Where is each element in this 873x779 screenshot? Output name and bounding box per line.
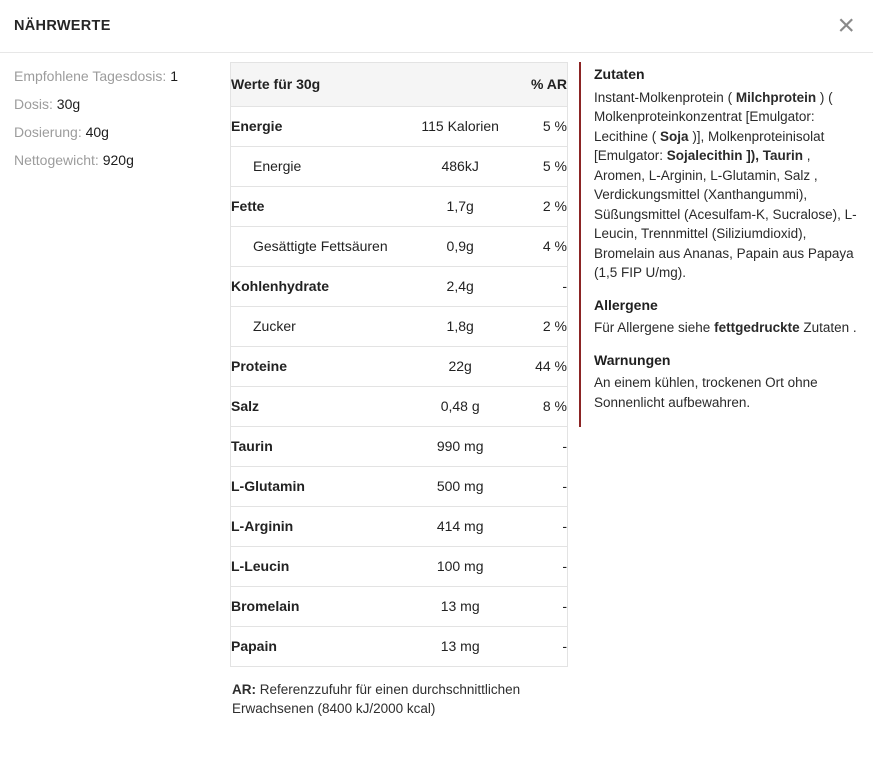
ingredients-panel: [579, 62, 859, 427]
table-row: [231, 427, 568, 467]
nutrient-percent: -: [501, 427, 568, 467]
nutrient-name: Fette: [231, 187, 420, 227]
nutrient-name: Taurin: [231, 427, 420, 467]
table-row: [231, 467, 568, 507]
nutrient-name: L-Leucin: [231, 547, 420, 587]
ingredients-section: [594, 65, 857, 283]
nutrient-percent: 2 %: [501, 307, 568, 347]
section-heading: Zutaten: [594, 66, 645, 82]
nutrient-value: 0,48 g: [419, 387, 501, 427]
info-label: Dosis:: [14, 96, 53, 112]
dosage-info-line: [14, 125, 230, 140]
info-label: Dosierung:: [14, 124, 82, 140]
nutrient-value: 0,9g: [419, 227, 501, 267]
info-value: 920g: [102, 152, 134, 168]
nutrient-percent: -: [501, 547, 568, 587]
nutrient-percent: 5 %: [501, 107, 568, 147]
nutrient-percent: 2 %: [501, 187, 568, 227]
info-label: Nettogewicht:: [14, 152, 99, 168]
dosage-info-line: [14, 97, 230, 112]
section-heading: Allergene: [594, 296, 658, 313]
table-header-values: Werte für 30g: [231, 63, 501, 107]
nutrient-percent: -: [501, 467, 568, 507]
section-text: Instant-Molkenprotein ( Milchprotein ) ( Molkenproteinkonzentrat [Emulgator: Lecithine ( Soja )], Molkenproteinisolat [Emulgator: Sojalecithin ]), Taurin , Aromen, L-Arginin, L-Glutamin, Salz , Verdickungsmittel (Xanthangummi), Süßungsmittel (Acesulfam-K, Sucralose), L-Leucin, Trennmittel (Siliziumdioxid), Bromelain aus Ananas, Papain aus Papaya (1,5 FIP U/mg).: [594, 89, 857, 280]
nutrient-percent: 4 %: [501, 227, 568, 267]
table-header-row: [231, 63, 568, 107]
table-row: [231, 267, 568, 307]
nutrient-value: 115 Kalorien: [419, 107, 501, 147]
nutrient-value: 500 mg: [419, 467, 501, 507]
nutrition-table: [230, 62, 568, 667]
nutrient-value: 990 mg: [419, 427, 501, 467]
nutrient-value: 22g: [419, 347, 501, 387]
nutrient-percent: -: [501, 627, 568, 667]
nutrient-value: 486kJ: [419, 147, 501, 187]
table-row: [231, 507, 568, 547]
close-icon[interactable]: ×: [837, 9, 855, 42]
nutrient-value: 100 mg: [419, 547, 501, 587]
dosage-info-line: [14, 69, 230, 84]
modal-body: [0, 53, 873, 718]
nutrient-percent: -: [501, 267, 568, 307]
nutrient-percent: 8 %: [501, 387, 568, 427]
table-row: [231, 627, 568, 667]
table-row: [231, 107, 568, 147]
nutrient-percent: 5 %: [501, 147, 568, 187]
nutrition-table-panel: [230, 62, 568, 718]
dosage-info-line: [14, 153, 230, 168]
ingredients-section: [594, 351, 857, 413]
ingredients-section: [594, 296, 857, 338]
nutrient-name: Energie: [231, 147, 420, 187]
table-row: [231, 147, 568, 187]
nutrient-value: 13 mg: [419, 587, 501, 627]
page-title: NÄHRWERTE: [14, 18, 111, 34]
table-row: [231, 387, 568, 427]
table-row: [231, 587, 568, 627]
nutrient-name: Gesättigte Fettsäuren: [231, 227, 420, 267]
modal-header: [0, 0, 873, 53]
info-value: 1: [170, 68, 178, 84]
nutrient-value: 1,8g: [419, 307, 501, 347]
dosage-info-panel: [14, 62, 230, 181]
nutrient-name: L-Arginin: [231, 507, 420, 547]
info-value: 40g: [85, 124, 109, 140]
nutrient-name: Zucker: [231, 307, 420, 347]
ar-footnote: AR: Referenzzufuhr für einen durchschnittlichen Erwachsenen (8400 kJ/2000 kcal): [232, 682, 521, 716]
section-heading: Warnungen: [594, 351, 671, 368]
table-header-percent-ar: % AR: [501, 63, 568, 107]
info-label: Empfohlene Tagesdosis:: [14, 68, 167, 84]
nutrient-value: 2,4g: [419, 267, 501, 307]
table-row: [231, 187, 568, 227]
section-text: An einem kühlen, trockenen Ort ohne Sonnenlicht aufbewahren.: [594, 375, 818, 410]
nutrient-name: Proteine: [231, 347, 420, 387]
nutrient-name: Bromelain: [231, 587, 420, 627]
nutrient-percent: -: [501, 587, 568, 627]
nutrient-value: 13 mg: [419, 627, 501, 667]
table-row: [231, 307, 568, 347]
table-row: [231, 347, 568, 387]
nutrient-percent: -: [501, 507, 568, 547]
nutrient-name: Papain: [231, 627, 420, 667]
nutrient-percent: 44 %: [501, 347, 568, 387]
section-text: Für Allergene siehe fettgedruckte Zutaten .: [594, 320, 857, 335]
table-row: [231, 547, 568, 587]
table-row: [231, 227, 568, 267]
nutrient-value: 1,7g: [419, 187, 501, 227]
nutrient-name: Salz: [231, 387, 420, 427]
nutrient-name: Energie: [231, 107, 420, 147]
info-value: 30g: [56, 96, 81, 112]
nutrient-name: Kohlenhydrate: [231, 267, 420, 307]
nutrient-name: L-Glutamin: [231, 467, 420, 507]
nutrient-value: 414 mg: [419, 507, 501, 547]
